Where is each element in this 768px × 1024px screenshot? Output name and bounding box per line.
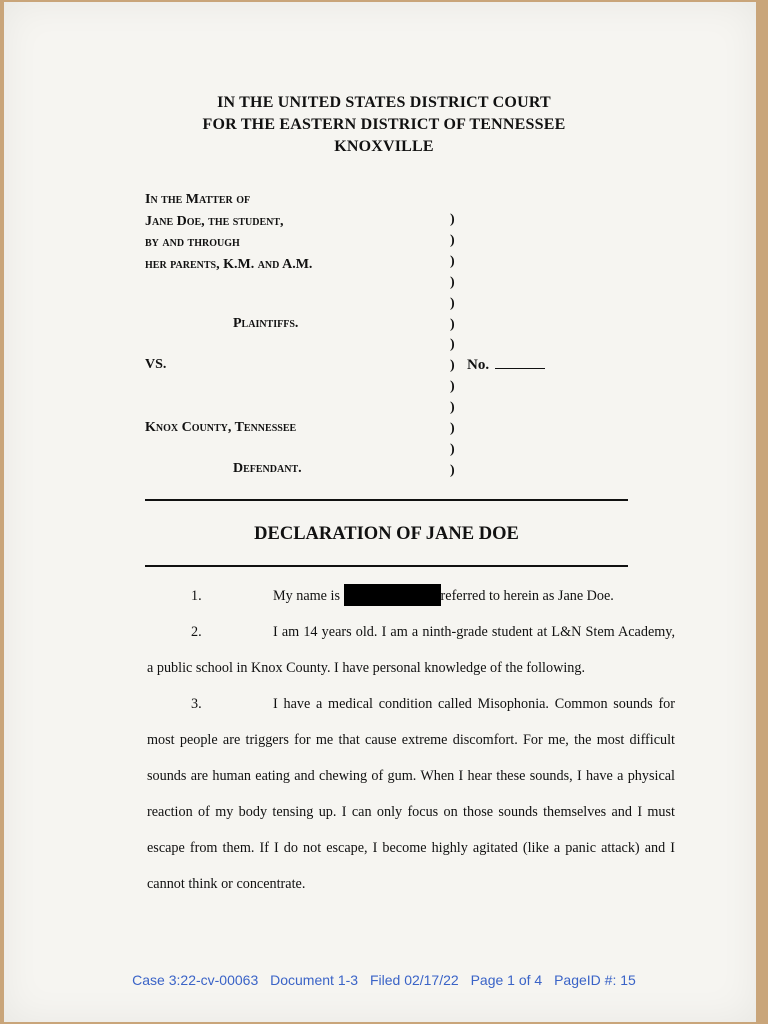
paren: )	[450, 337, 455, 353]
paragraph-3	[147, 686, 675, 902]
divider-bottom	[145, 565, 628, 567]
court-line-3: KNOXVILLE	[334, 138, 434, 155]
caption-plaintiff-block	[145, 189, 312, 275]
footer-pageid: PageID #: 15	[554, 972, 636, 988]
paren: )	[450, 274, 455, 290]
paragraph-text: referred to herein as Jane Doe.	[440, 588, 614, 604]
court-line-1: IN THE UNITED STATES DISTRICT COURT	[217, 94, 551, 111]
paren: )	[450, 295, 455, 311]
versus-label: VS.	[145, 357, 167, 372]
paragraph-text: My name is	[273, 588, 340, 604]
divider-top	[145, 499, 628, 501]
matter-line-1: In the Matter of	[145, 192, 251, 207]
court-line-2: FOR THE EASTERN DISTRICT OF TENNESSEE	[202, 116, 566, 133]
paren: )	[450, 400, 455, 416]
case-number-blank	[495, 356, 545, 369]
paren: )	[450, 316, 455, 332]
footer-case: Case 3:22-cv-00063	[132, 972, 259, 988]
paren: )	[450, 253, 455, 269]
case-number-label: No.	[467, 357, 490, 373]
paragraph-text: I have a medical condition called Misophonia. Common sounds for most people are triggers for me that cause extreme discomfort. For me, the most difficult sounds are human eating and chewing of gum. When I hear these sounds, I have a physical reaction of my body tensing up. I can only focus on those sounds themselves and I must escape from them. If I do not escape, I become highly agitated (like a panic attack) and I cannot think or concentrate.	[147, 696, 675, 892]
document-title: DECLARATION OF JANE DOE	[254, 524, 519, 544]
matter-line-4: her parents, K.M. and A.M.	[145, 256, 313, 272]
matter-line-2: Jane Doe, the student,	[145, 213, 284, 229]
paragraph-number: 3.	[191, 696, 202, 712]
defendant-name: Knox County, Tennessee	[145, 420, 297, 435]
paren: )	[450, 421, 455, 437]
paragraph-text: I am 14 years old. I am a ninth-grade student at L&N Stem Academy, a public school in Knox County. I have personal knowledge of the following.	[147, 624, 675, 676]
paren: )	[450, 441, 455, 457]
paren: )	[450, 358, 455, 374]
defendant-label: Defendant.	[233, 461, 302, 476]
paren: )	[450, 379, 455, 395]
matter-line-3: by and through	[145, 235, 240, 250]
footer-document: Document 1-3	[270, 972, 359, 988]
footer-page: Page 1 of 4	[470, 972, 543, 988]
paren: )	[450, 232, 455, 248]
paragraph-2	[147, 614, 675, 686]
court-heading	[0, 92, 768, 158]
caption-parentheses	[450, 210, 455, 482]
case-number-field	[467, 356, 545, 374]
plaintiffs-label: Plaintiffs.	[233, 316, 299, 331]
paragraph-1	[147, 578, 675, 614]
paren: )	[450, 212, 455, 227]
filing-footer	[0, 972, 768, 988]
footer-filed: Filed 02/17/22	[369, 972, 459, 988]
paragraph-number: 1.	[191, 588, 202, 604]
paren: )	[450, 462, 455, 478]
paragraph-number: 2.	[191, 624, 202, 640]
redaction-box	[344, 584, 441, 606]
